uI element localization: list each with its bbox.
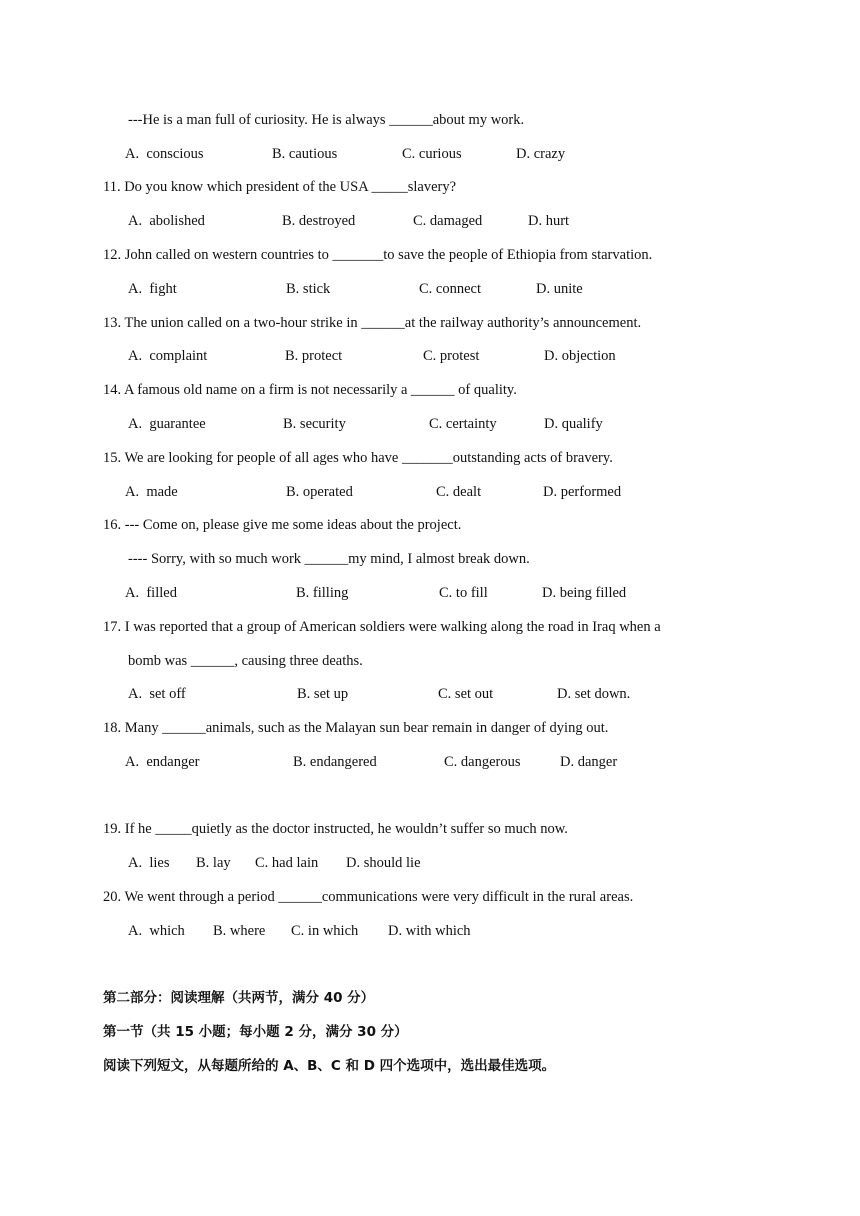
question-11-stem: 11. Do you know which president of the USA _____slavery? [103, 179, 457, 195]
option-a: A. endanger [125, 754, 200, 770]
option-a: A. which [128, 923, 185, 939]
option-d: D. qualify [544, 416, 603, 432]
option-b: B. lay [196, 855, 231, 871]
option-a: A. lies [128, 855, 170, 871]
option-c: C. protest [423, 348, 480, 364]
option-d: D. performed [543, 484, 622, 500]
option-a: A. set off [128, 686, 186, 702]
question-20-stem: 20. We went through a period ______communications were very difficult in the rural areas. [103, 889, 634, 905]
question-19-stem: 19. If he _____quietly as the doctor instructed, he wouldn’t suffer so much now. [103, 821, 568, 837]
option-a: A. complaint [128, 348, 208, 364]
question-16-stem-reply: ---- Sorry, with so much work ______my mind, I almost break down. [128, 551, 530, 567]
question-13-stem: 13. The union called on a two-hour strike in ______at the railway authority’s announcement. [103, 315, 642, 331]
option-b: B. security [283, 416, 346, 432]
option-d: D. being filled [542, 585, 627, 601]
option-c: C. in which [291, 923, 359, 939]
question-15-stem: 15. We are looking for people of all ages who have _______outstanding acts of bravery. [103, 450, 613, 466]
option-c: C. damaged [413, 213, 483, 229]
option-d: D. with which [388, 923, 471, 939]
option-d: D. should lie [346, 855, 421, 871]
option-d: D. set down. [557, 686, 631, 702]
option-c: C. to fill [439, 585, 488, 601]
option-c: C. dangerous [444, 754, 521, 770]
option-c: C. certainty [429, 416, 497, 432]
question-17-stem: 17. I was reported that a group of American soldiers were walking along the road in Iraq when a [103, 619, 661, 635]
question-17-stem-continued: bomb was ______, causing three deaths. [128, 653, 363, 669]
option-c: C. curious [402, 146, 462, 162]
option-b: B. cautious [272, 146, 338, 162]
question-14-stem: 14. A famous old name on a firm is not necessarily a ______ of quality. [103, 382, 517, 398]
question-12-stem: 12. John called on western countries to _______to save the people of Ethiopia from starvation. [103, 247, 653, 263]
option-b: B. destroyed [282, 213, 356, 229]
option-d: D. hurt [528, 213, 570, 229]
option-b: B. filling [296, 585, 349, 601]
question-18-stem: 18. Many ______animals, such as the Malayan sun bear remain in danger of dying out. [103, 720, 609, 736]
option-a: A. fight [128, 281, 177, 297]
option-c: C. had lain [255, 855, 319, 871]
part-two-title: 第二部分：阅读理解（共两节，满分 40 分） [103, 990, 375, 1006]
subsection-one-title: 第一节（共 15 小题；每小题 2 分，满分 30 分） [103, 1024, 408, 1040]
option-a: A. abolished [128, 213, 205, 229]
option-b: B. set up [297, 686, 349, 702]
option-a: A. conscious [125, 146, 204, 162]
reading-instruction: 阅读下列短文，从每题所给的 A、B、C 和 D 四个选项中，选出最佳选项。 [103, 1058, 556, 1074]
option-c: C. set out [438, 686, 494, 702]
option-d: D. unite [536, 281, 583, 297]
option-b: B. operated [286, 484, 353, 500]
option-c: C. connect [419, 281, 482, 297]
option-c: C. dealt [436, 484, 482, 500]
option-b: B. where [213, 923, 266, 939]
option-b: B. endangered [293, 754, 377, 770]
option-a: A. filled [125, 585, 177, 601]
option-d: D. danger [560, 754, 618, 770]
option-b: B. stick [286, 281, 331, 297]
question-16-stem: 16. --- Come on, please give me some ideas about the project. [103, 517, 462, 533]
option-d: D. crazy [516, 146, 566, 162]
option-d: D. objection [544, 348, 616, 364]
question-10-stem: ---He is a man full of curiosity. He is always ______about my work. [128, 112, 525, 128]
option-b: B. protect [285, 348, 343, 364]
option-a: A. guarantee [128, 416, 206, 432]
option-a: A. made [125, 484, 178, 500]
